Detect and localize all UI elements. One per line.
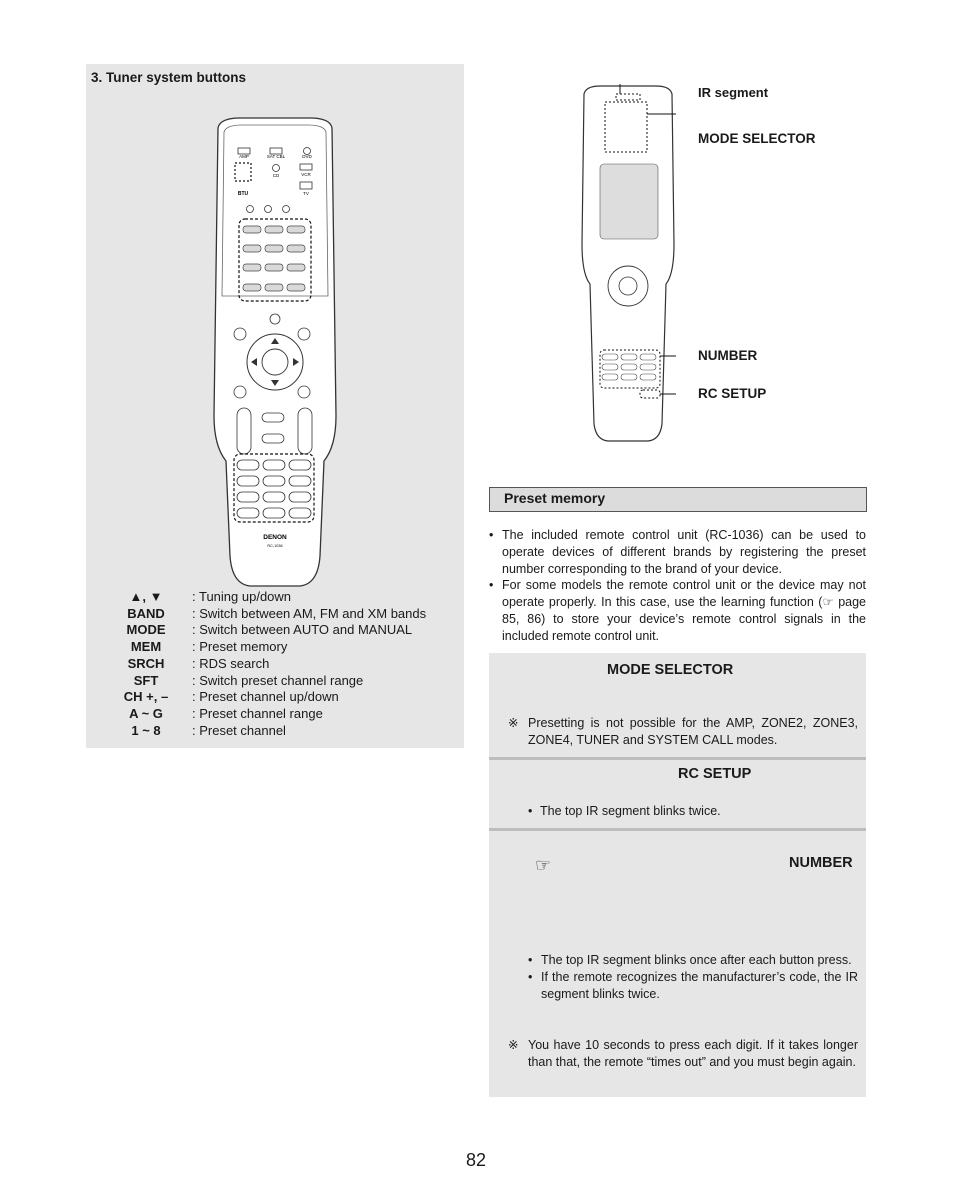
mode-label-tv: TV bbox=[303, 191, 309, 196]
callout-ir-segment: IR segment bbox=[698, 85, 769, 100]
step-head-number: NUMBER bbox=[789, 855, 853, 871]
step2-bullet: • The top IR segment blinks twice. bbox=[528, 804, 721, 818]
mode-label-vcr: VCR bbox=[301, 172, 311, 177]
function-key: BAND bbox=[127, 605, 165, 621]
function-key: MODE bbox=[126, 622, 166, 638]
function-desc: : Preset channel bbox=[192, 722, 286, 738]
note-mark: ※ bbox=[508, 1038, 519, 1052]
note-mark: ※ bbox=[508, 716, 519, 730]
function-desc: : Switch preset channel range bbox=[192, 672, 364, 688]
pointing-hand-icon: ☞ bbox=[535, 855, 552, 876]
function-key: ▲, ▼ bbox=[129, 589, 163, 604]
callout-mode-selector: MODE SELECTOR bbox=[698, 131, 816, 146]
bullet-item: • The included remote control unit (RC-1036) can be used to operate devices of different brands by registering the preset number corresponding to the brand of your device. bbox=[489, 528, 866, 576]
step3-bullets bbox=[528, 952, 858, 1002]
preset-memory-title: Preset memory bbox=[504, 490, 606, 506]
function-desc: : Switch between AM, FM and XM bands bbox=[192, 605, 427, 621]
section-title: 3. Tuner system buttons bbox=[91, 70, 247, 85]
function-key: 1 ~ 8 bbox=[131, 722, 161, 738]
bullet-text: The top IR segment blinks twice. bbox=[540, 804, 721, 818]
mode-label-amp: AMP bbox=[239, 154, 249, 159]
mode-label-satcbl: SAT CBL bbox=[266, 154, 286, 159]
function-key: SRCH bbox=[127, 655, 165, 671]
page-number: 82 bbox=[466, 1150, 487, 1170]
step3-note bbox=[508, 1037, 858, 1071]
callout-rc-setup: RC SETUP bbox=[698, 386, 767, 401]
bullet-item: • The top IR segment blinks once after each button press. bbox=[528, 953, 852, 967]
bullet-text: The included remote control unit (RC-1036) can be used to operate devices of different brands by registering the preset number corresponding to the brand of your device. bbox=[502, 528, 866, 576]
bullet-text: If the remote recognizes the manufacturer’s code, the IR segment blinks twice. bbox=[541, 969, 858, 1001]
mode-label-dvd: DVD bbox=[302, 154, 312, 159]
step1-note bbox=[508, 715, 858, 749]
function-key: SFT bbox=[133, 672, 159, 688]
bullet-item: • For some models the remote control unit or the device may not operate properly. In this case, use the learning function (☞ page 85, 86) to store your device’s remote control signals in the included remote control unit. bbox=[489, 578, 866, 643]
function-desc: : Preset channel range bbox=[192, 705, 323, 721]
note-text: You have 10 seconds to press each digit. If it takes longer than that, the remote “times out” and you must begin again. bbox=[528, 1038, 858, 1069]
function-key: CH +, – bbox=[123, 689, 169, 705]
mode-label-cd: CD bbox=[272, 173, 280, 178]
function-desc: : Preset memory bbox=[192, 639, 288, 655]
function-key: A ~ G bbox=[129, 705, 163, 721]
callout-number: NUMBER bbox=[698, 348, 758, 363]
note-text: Presetting is not possible for the AMP, ZONE2, ZONE3, ZONE4, TUNER and SYSTEM CALL modes. bbox=[528, 716, 858, 747]
bullet-text: For some models the remote control unit or the device may not operate properly. In this case, use the learning function (☞ page 85, 86) to store your device’s remote control signals in the included remote control unit. bbox=[502, 578, 866, 643]
step-head-mode-selector: MODE SELECTOR bbox=[607, 662, 734, 678]
function-desc: : Tuning up/down bbox=[192, 589, 292, 604]
function-desc: : Switch between AUTO and MANUAL bbox=[192, 622, 413, 638]
remote-brand: DENON bbox=[263, 534, 287, 541]
bullet-text: The top IR segment blinks once after each button press. bbox=[541, 953, 852, 967]
function-desc: : RDS search bbox=[192, 655, 270, 671]
preset-bullets bbox=[489, 527, 866, 645]
bullet-item: • If the remote recognizes the manufacturer’s code, the IR segment blinks twice. bbox=[528, 969, 858, 1001]
function-desc: : Preset channel up/down bbox=[192, 689, 339, 705]
remote-model: RC-1036 bbox=[267, 544, 283, 548]
mode-label-btu: BTU bbox=[237, 191, 249, 197]
remote-small-illustration bbox=[580, 84, 676, 444]
step-head-rc-setup: RC SETUP bbox=[678, 766, 752, 782]
remote-illustration bbox=[210, 116, 340, 588]
function-key: MEM bbox=[130, 639, 162, 655]
